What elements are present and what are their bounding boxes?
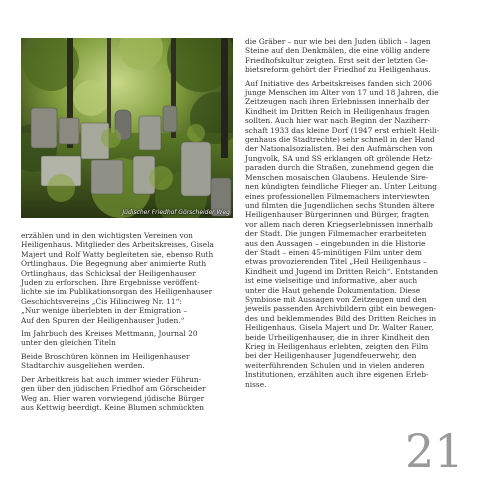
text-paragraph — [21, 231, 235, 325]
text-line: Symbiose mit Aussagen von Zeitzeugen und den — [245, 294, 427, 304]
text-line: erzählen und in den wichtigsten Vereinen von — [21, 231, 193, 240]
text-line: Kindheit im Dritten Reich in Heiligenhaus fragen — [245, 106, 430, 116]
cemetery-photo — [21, 38, 233, 218]
photo-caption: Jüdischer Friedhof Görscheider Weg — [122, 209, 230, 216]
text-line: Ortlinghaus, das Schicksal der Heiligenhauser — [21, 268, 196, 278]
text-line: paraden durch die Straßen, zunehmend gegen die — [245, 163, 434, 173]
text-line: die Gräber – nur wie bei den Juden üblich – lagen — [245, 37, 431, 46]
text-line: Friedhofskultur zeigten. Erst seit der letzten Ge- — [245, 55, 428, 65]
text-line: beide Urheiligenhauser, die in ihrer Kindheit den — [245, 332, 430, 342]
text-paragraph — [21, 352, 235, 371]
text-paragraph — [21, 375, 235, 413]
text-line: und filmten die Jugendlichen sechs Stunden ältere — [245, 200, 435, 210]
text-line: Juden zu erforschen. Ihre Ergebnisse veröffent- — [21, 278, 200, 288]
text-line: Steine auf den Denkmälen, die eine völlig andere — [245, 46, 430, 56]
text-line: Zeitzeugen nach ihren Erlebnissen innerhalb der — [245, 97, 430, 107]
text-line: der Stadt. Die jungen Filmemacher erarbeiteten — [245, 229, 427, 239]
text-line: Beide Broschüren können im Heiligenhauser — [21, 351, 190, 361]
text-line: Jungvolk, SA und SS erklangen oft grölende Hetz- — [245, 153, 433, 163]
text-paragraph — [245, 79, 460, 389]
text-line: Im Jahrbuch des Kreises Mettmann, Journal 20 — [21, 329, 198, 339]
text-line: des und beklemmendes Bild des Dritten Reiches in — [245, 313, 437, 323]
text-line: vor allem nach deren Kriegserlebnissen innerhalb — [245, 219, 433, 229]
text-line: Ortlinghaus. Die Begegnung aber animierte Ruth — [21, 259, 207, 269]
text-line: Krieg in Heiligenhaus erlebten, zeigten den Film — [245, 342, 429, 351]
text-line: junge Menschen im Alter von 17 und 18 Jahren, die — [245, 88, 439, 98]
text-line: gen über den jüdischen Friedhof am Görscheider — [21, 384, 206, 394]
text-line: Institutionen, erzählten auch ihre eigenen Erleb- — [245, 370, 429, 380]
text-line: ist eine vielseitige und informative, aber auch — [245, 276, 418, 286]
text-line: der Nationalsozialisten. Bei den Aufmärschen von — [245, 144, 433, 154]
text-line: Der Arbeitkreis hat auch immer wieder Führun- — [21, 374, 202, 384]
text-line: unter die Haut gehende Dokumentation. Diese — [245, 285, 421, 295]
text-line: Majert und Rolf Watty begleiteten sie, ebenso Ruth — [21, 249, 214, 259]
text-line: jeweils passenden Archivbildern gibt ein bewegen- — [245, 304, 436, 314]
page-number: 21 — [405, 424, 464, 478]
text-line: Kindheit und Jugend im Dritten Reich“. Entstanden — [245, 266, 439, 276]
text-line: eines professionellen Filmemachers interviewten — [245, 191, 430, 201]
text-line: Weg an. Hier waren vorwiegend jüdische Bürger — [21, 393, 205, 403]
text-paragraph — [245, 37, 460, 75]
right-text-column — [245, 37, 460, 393]
text-line: weiterführenden Schulen und in vielen anderen — [245, 360, 425, 370]
text-line: Auf den Spuren der Heiligenhauser Juden.“ — [21, 315, 185, 325]
text-line: Heiligenhauser Bürgerinnen und Bürger, fragten — [245, 210, 429, 220]
text-line: bietsreform gehört der Friedhof zu Heiligenhaus. — [245, 65, 431, 75]
text-line: der Stadt – einen 45-minütigen Film unter dem — [245, 247, 422, 257]
text-line: sollten. Auch hier war nach Beginn der Naziherr- — [245, 116, 431, 126]
text-line: Stadtarchiv ausgeliehen werden. — [21, 361, 145, 371]
text-line: unter den gleichen Titeln — [21, 338, 116, 348]
text-paragraph — [21, 329, 235, 348]
cemetery-photo-illustration — [21, 38, 233, 218]
text-line: Auf Initiative des Arbeitskreises fanden sich 2006 — [245, 78, 432, 88]
text-line: schaft 1933 das kleine Dorf (1947 erst erhielt Heili- — [245, 125, 440, 135]
text-line: Menschen mosaischen Glaubens. Heulende Sire- — [245, 172, 429, 182]
text-line: Heiligenhaus. Mitglieder des Arbeitskreises, Gisela — [21, 240, 214, 250]
text-line: etwas provozierenden Titel „Heil Heiligenhaus – — [245, 257, 427, 267]
text-line: nen kündigten feindliche Flieger an. Unter Leitung — [245, 182, 437, 192]
text-line: Geschichtsvereins „Cis Hilinciweg Nr. 11“: — [21, 296, 182, 306]
text-line: bei der Heiligenhauser Jugendfeuerwehr, den — [245, 351, 417, 361]
text-line: „Nur wenige überlebten in der Emigration – — [21, 306, 188, 316]
left-text-column — [21, 231, 235, 416]
text-line: genhaus die Stadtrechte) sehr schnell in der Hand — [245, 135, 435, 145]
text-line: nisse. — [245, 379, 267, 389]
text-line: lichte sie im Publikationsorgan des Heiligenhauser — [21, 287, 213, 297]
text-line: aus den Aussagen – eingebunden in die Historie — [245, 238, 426, 248]
text-line: aus Kettwig beerdigt. Keine Blumen schmückten — [21, 402, 204, 412]
text-line: Heiligenhaus. Gisela Majert und Dr. Walter Rauer, — [245, 323, 434, 333]
